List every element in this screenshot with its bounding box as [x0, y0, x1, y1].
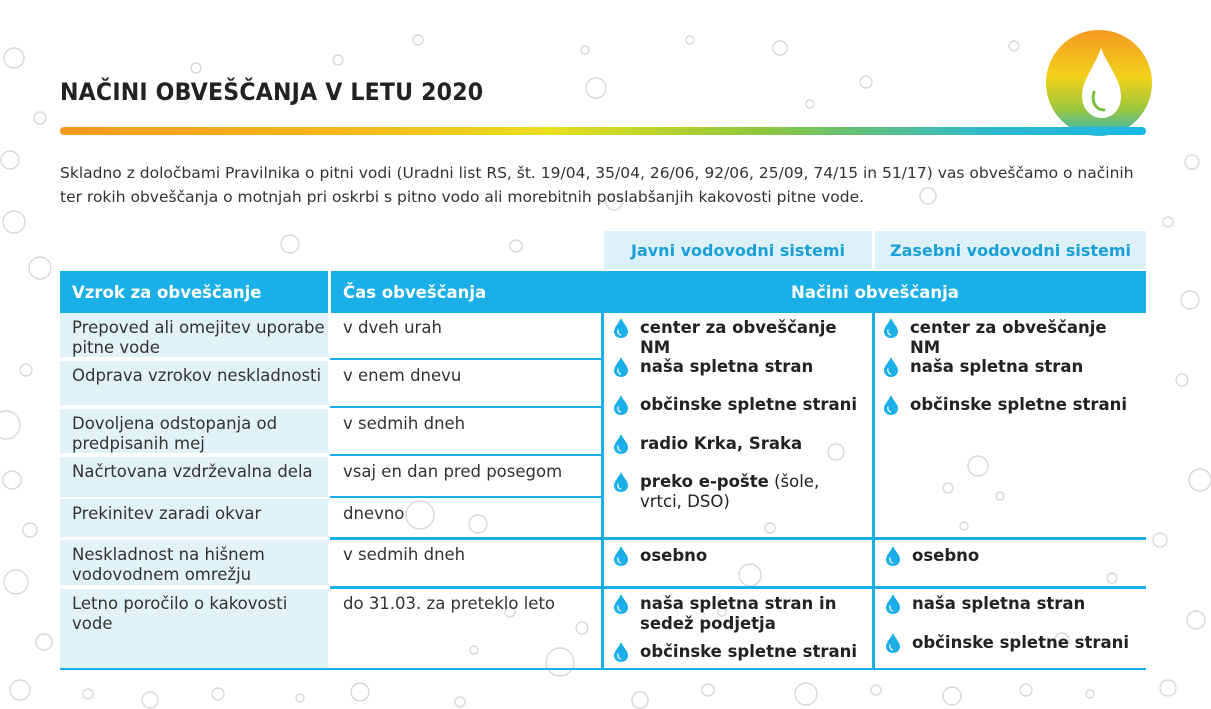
method-item: center za obveščanje NM [884, 318, 1142, 358]
header-time: Čas obveščanja [331, 271, 601, 313]
water-drop-icon [614, 434, 628, 454]
cause-cell: Prepoved ali omejitev uporabe pitne vode [60, 313, 328, 357]
group-private-systems: Zasebni vodovodni sistemi [875, 231, 1146, 269]
time-cell: do 31.03. za preteklo leto [343, 594, 556, 613]
cause-cell: Prekinitev zaradi okvar [60, 499, 328, 537]
water-drop-icon [614, 642, 628, 662]
water-drop-logo-icon [1046, 30, 1152, 136]
method-item: osebno [886, 546, 1142, 566]
group-public-systems: Javni vodovodni sistemi [604, 231, 872, 269]
water-drop-icon [884, 395, 898, 415]
time-cell: dnevno [343, 504, 405, 523]
water-drop-icon [886, 546, 900, 566]
methods-left-border [601, 271, 604, 669]
cause-cell: Odprava vzrokov neskladnosti [60, 361, 328, 405]
method-item: naša spletna stran in sedež podjetja [614, 594, 864, 634]
intro-paragraph: Skladno z določbami Pravilnika o pitni vodi (Uradni list RS, št. 19/04, 35/04, 26/06, 92/06, 25/09, 74/15 in 51/17) vas obveščamo o načinih ter rokih obveščanja o motnjah pri oskrbi s pitno vodo ali morebitnih poslabšanjih kakovosti pitne vode. [60, 164, 1134, 206]
time-cell: v sedmih dneh [343, 545, 466, 564]
method-item: naša spletna stran [886, 594, 1142, 614]
time-cell: v enem dnevu [343, 366, 462, 385]
group-divider [330, 537, 1146, 540]
time-cell: v dveh urah [343, 318, 442, 337]
water-drop-icon [614, 318, 628, 338]
method-item: naša spletna stran [884, 357, 1142, 377]
method-item: osebno [614, 546, 864, 566]
row-divider [330, 406, 602, 408]
cause-cell: Neskladnost na hišnem vodovodnem omrežju [60, 540, 328, 585]
row-divider [330, 358, 602, 360]
method-item: občinske spletne strani [886, 633, 1142, 653]
time-cell: v sedmih dneh [343, 414, 466, 433]
methods-middle-border [872, 313, 875, 669]
header-methods: Načini obveščanja [604, 271, 1146, 313]
method-item: center za obveščanje NM [614, 318, 864, 358]
header-cause: Vzrok za obveščanje [60, 271, 328, 313]
cause-cell: Načrtovana vzdrževalna dela [60, 457, 328, 497]
group-divider [330, 586, 1146, 589]
water-drop-icon [886, 633, 900, 653]
method-item: občinske spletne strani [884, 395, 1142, 415]
row-divider [330, 454, 602, 456]
water-drop-icon [614, 357, 628, 377]
water-drop-icon [884, 318, 898, 338]
page-title: NAČINI OBVEŠČANJA V LETU 2020 [60, 78, 484, 106]
time-cell: vsaj en dan pred posegom [343, 462, 563, 481]
method-item: radio Krka, Sraka [614, 434, 864, 454]
method-item: občinske spletne strani [614, 395, 864, 415]
water-drop-icon [614, 472, 628, 492]
method-item: preko e-pošte (šole, vrtci, DSO) [614, 472, 864, 512]
method-item: občinske spletne strani [614, 642, 864, 662]
water-drop-icon [614, 594, 628, 614]
row-divider [330, 496, 602, 498]
method-item: naša spletna stran [614, 357, 864, 377]
cause-cell: Letno poročilo o kakovosti vode [60, 589, 328, 669]
water-drop-icon [614, 395, 628, 415]
title-gradient-rule [60, 127, 1146, 135]
water-drop-icon [886, 594, 900, 614]
water-drop-icon [614, 546, 628, 566]
water-drop-icon [884, 357, 898, 377]
cause-cell: Dovoljena odstopanja od predpisanih mej [60, 409, 328, 453]
